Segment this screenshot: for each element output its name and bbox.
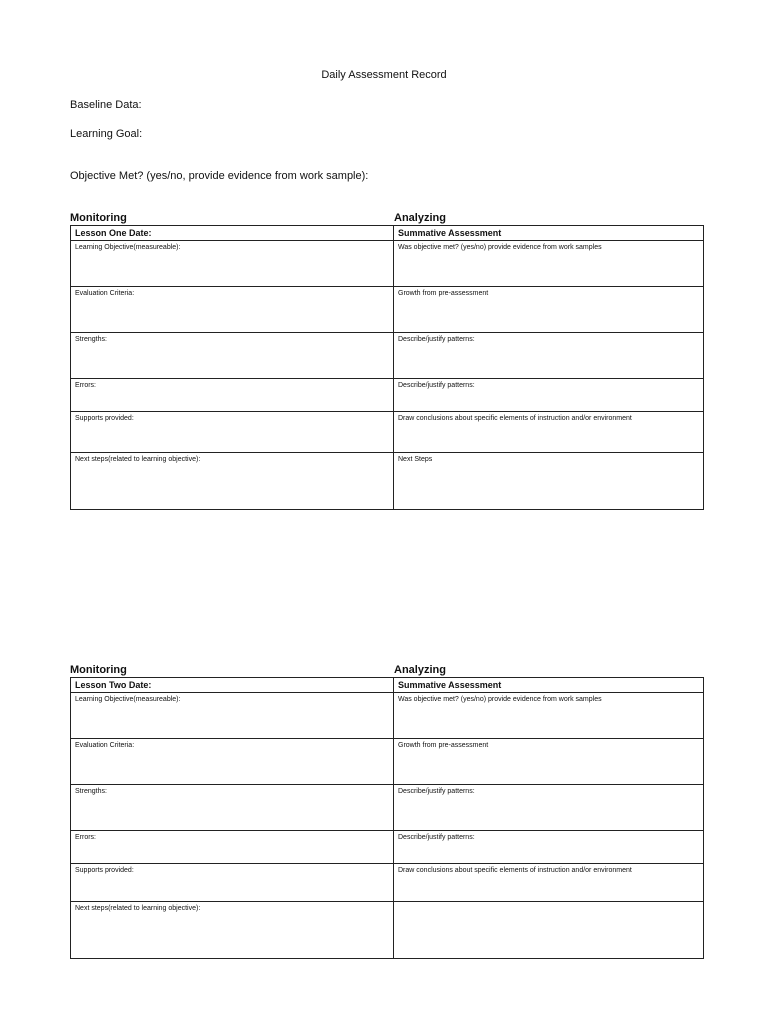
monitoring-label-2: Monitoring (70, 664, 127, 676)
table-row (71, 287, 704, 333)
form-cell[interactable]: Draw conclusions about specific elements of instruction and/or environment (394, 412, 704, 453)
document-title: Daily Assessment Record (321, 69, 447, 81)
form-cell[interactable]: Growth from pre-assessment (394, 287, 704, 333)
form-cell[interactable]: Draw conclusions about specific elements of instruction and/or environment (394, 864, 704, 902)
form-cell[interactable]: Describe/justify patterns: (394, 379, 704, 412)
lesson-one-date-cell[interactable]: Lesson One Date: (71, 226, 394, 241)
form-cell[interactable]: Strengths: (71, 785, 394, 831)
lesson-two-table (70, 677, 704, 959)
table-row (71, 864, 704, 902)
form-cell[interactable]: Supports provided: (71, 864, 394, 902)
form-cell[interactable]: Was objective met? (yes/no) provide evidence from work samples (394, 241, 704, 287)
form-cell[interactable]: Learning Objective(measureable): (71, 693, 394, 739)
lesson-two-date-cell[interactable]: Lesson Two Date: (71, 678, 394, 693)
form-cell[interactable]: Errors: (71, 379, 394, 412)
table-row (71, 902, 704, 959)
form-cell[interactable]: Supports provided: (71, 412, 394, 453)
objective-met-label: Objective Met? (yes/no, provide evidence from work sample): (70, 170, 369, 182)
learning-goal-label: Learning Goal: (70, 128, 143, 140)
form-cell[interactable]: Describe/justify patterns: (394, 333, 704, 379)
baseline-data-label: Baseline Data: (70, 99, 142, 111)
form-cell[interactable]: Next Steps (394, 453, 704, 510)
table-row (71, 379, 704, 412)
table-row (71, 412, 704, 453)
table-row (71, 831, 704, 864)
form-cell[interactable]: Errors: (71, 831, 394, 864)
table-row (71, 785, 704, 831)
lesson-one-table (70, 225, 704, 510)
analyzing-label-2: Analyzing (394, 664, 446, 676)
form-cell[interactable]: Evaluation Criteria: (71, 739, 394, 785)
summative-assessment-header: Summative Assessment (394, 226, 704, 241)
form-cell[interactable]: Was objective met? (yes/no) provide evidence from work samples (394, 693, 704, 739)
form-cell[interactable]: Strengths: (71, 333, 394, 379)
analyzing-label-1: Analyzing (394, 212, 446, 224)
monitoring-label-1: Monitoring (70, 212, 127, 224)
table-row (71, 241, 704, 287)
form-cell[interactable]: Growth from pre-assessment (394, 739, 704, 785)
summative-assessment-header: Summative Assessment (394, 678, 704, 693)
form-cell[interactable]: Next steps(related to learning objective): (71, 902, 394, 959)
table-row (71, 739, 704, 785)
table-row (71, 333, 704, 379)
form-cell[interactable]: Describe/justify patterns: (394, 831, 704, 864)
form-cell[interactable]: Next steps(related to learning objective): (71, 453, 394, 510)
table-row (71, 453, 704, 510)
form-cell[interactable]: Learning Objective(measureable): (71, 241, 394, 287)
form-cell[interactable] (394, 902, 704, 959)
form-cell[interactable]: Evaluation Criteria: (71, 287, 394, 333)
form-cell[interactable]: Describe/justify patterns: (394, 785, 704, 831)
table-row (71, 693, 704, 739)
